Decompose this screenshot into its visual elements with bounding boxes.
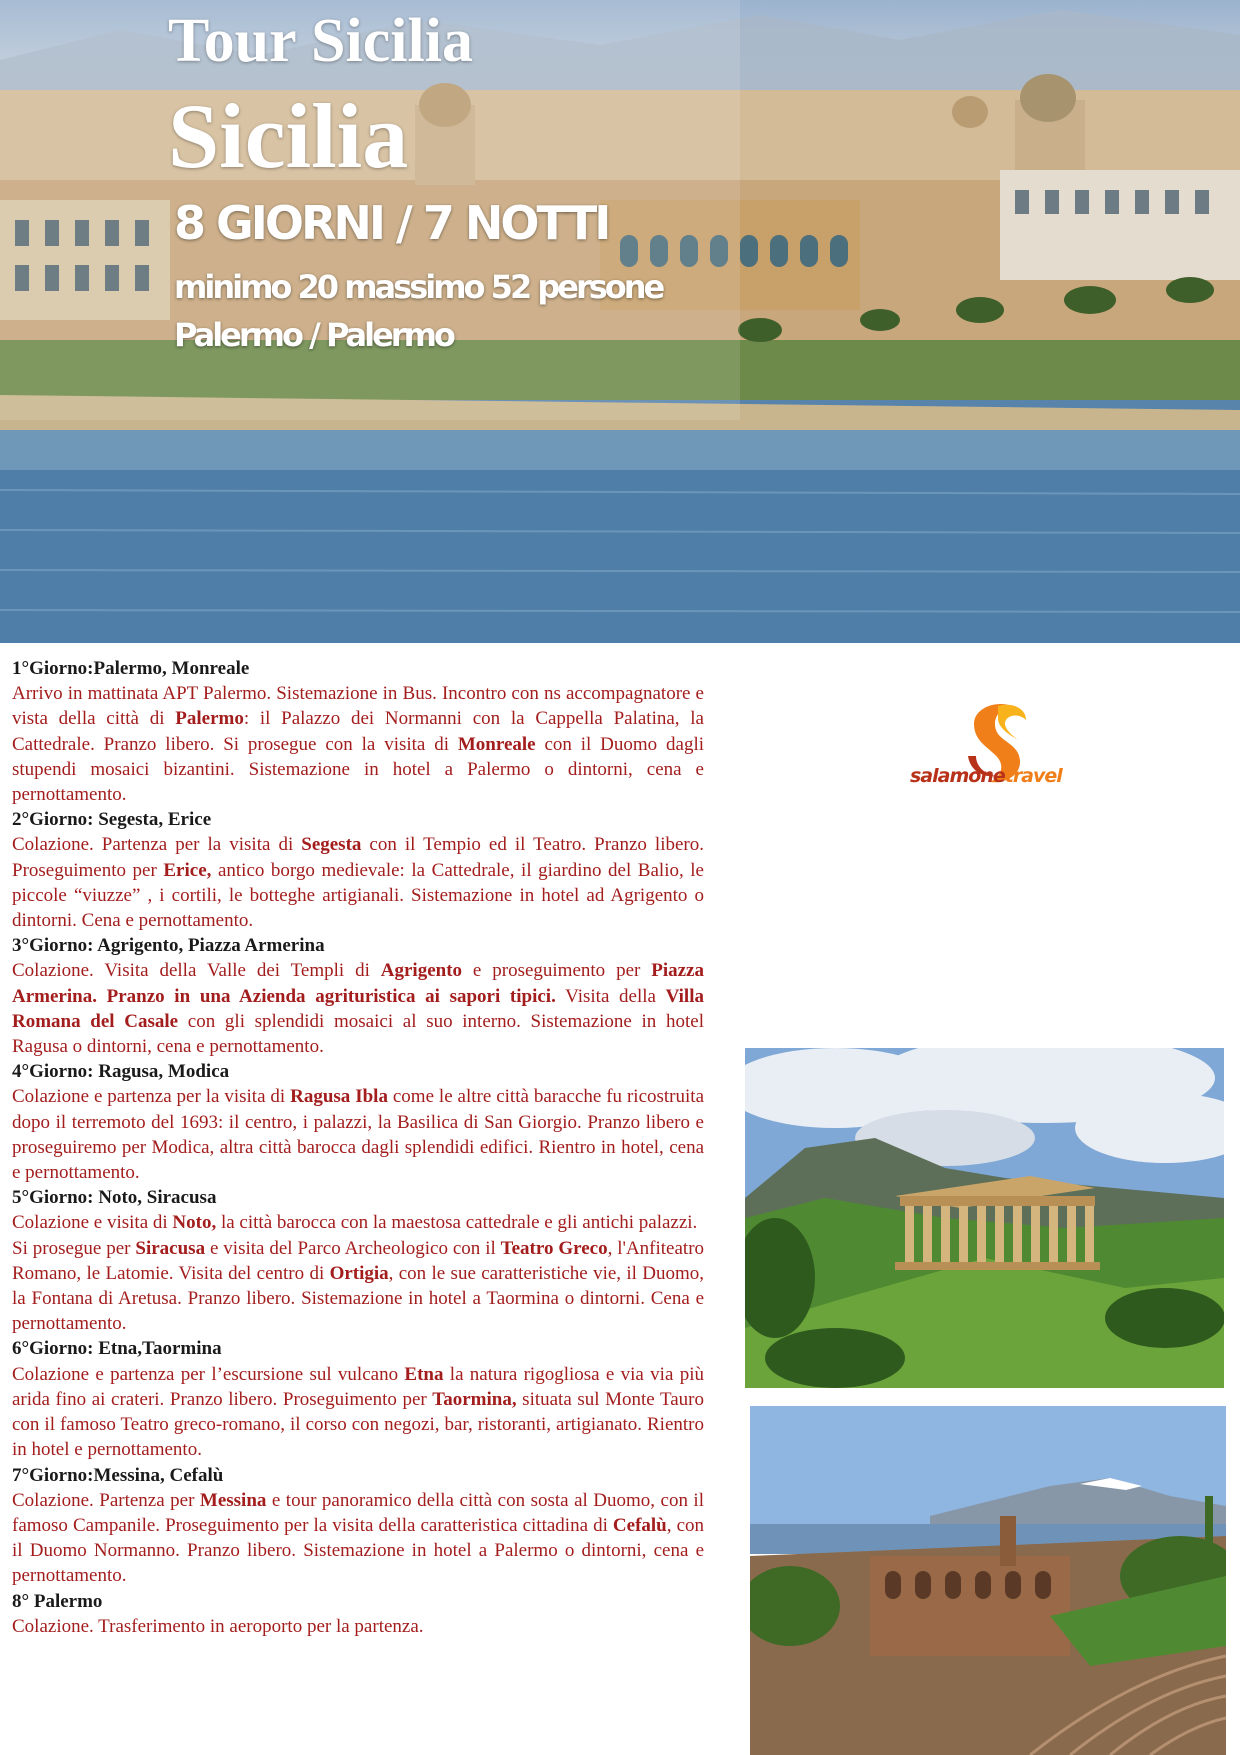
place-name: Etna (404, 1363, 444, 1385)
day-title: 4°Giorno: Ragusa, Modica (12, 1061, 230, 1083)
place-name: Noto, (172, 1212, 217, 1234)
place-name: Piazza Armerina. Pranzo in una Azienda agrituristica ai sapori tipici. (12, 960, 704, 1007)
text-fragment: Colazione e partenza per la visita di (12, 1086, 291, 1108)
text-fragment: , con il Duomo Normanno. Pranzo libero. Sistemazione in hotel a Palermo o dintorni, cena e pernottamento. (12, 1514, 704, 1587)
text-fragment: la città barocca con la maestosa cattedrale e gli antichi palazzi. (216, 1212, 698, 1234)
place-name: Erice, (163, 859, 212, 881)
day-description (12, 832, 704, 933)
text-fragment: Colazione. Visita della Valle dei Templi di (12, 960, 381, 982)
itinerary (12, 656, 704, 1639)
text-fragment: antico borgo medievale: la Cattedrale, il giardino del Balio, le piccole “viuzze” , i cortili, le botteghe artigianali. Sistemazione in hotel ad Agrigento o dintorni. Cena e pernottamento. (12, 859, 704, 932)
text-fragment: , l'Anfiteatro Romano, le Latomie. Visita del centro di (12, 1237, 705, 1284)
day-title: 6°Giorno: Etna,Taormina (12, 1338, 222, 1360)
place-name: Cefalù (612, 1514, 667, 1536)
day-title: 3°Giorno: Agrigento, Piazza Armerina (12, 935, 325, 957)
day-description (12, 1084, 704, 1185)
text-fragment: con il Tempio ed il Teatro. Pranzo libero. Proseguimento per (12, 834, 704, 881)
text-fragment: e tour panoramico della città con sosta al Duomo, con il famoso Campanile. Proseguimento per la visita della caratteristica cittadina di (12, 1489, 704, 1536)
text-fragment: la natura rigogliosa e via via più arida fino ai crateri. Pranzo libero. Proseguimento per (12, 1363, 704, 1410)
text-fragment: e proseguimento per (462, 960, 652, 982)
place-name: Taormina, (432, 1388, 517, 1410)
place-name: Siracusa (135, 1237, 206, 1259)
text-fragment: Visita della (555, 985, 666, 1007)
day-description (12, 1362, 704, 1463)
day-title: 7°Giorno:Messina, Cefalù (12, 1464, 224, 1486)
text-fragment: Colazione e visita di (12, 1212, 173, 1234)
day-description (12, 958, 704, 1059)
text-fragment: Colazione. Partenza per la visita di (12, 834, 302, 856)
text-fragment: Colazione. Partenza per (12, 1489, 200, 1511)
text-fragment: con gli splendidi mosaici al suo interno. Sistemazione in hotel Ragusa o dintorni, cena e pernottamento. (12, 1010, 704, 1058)
text-fragment: e visita del Parco Archeologico con il (205, 1237, 501, 1259)
region-title: Sicilia (168, 85, 409, 187)
place-name: Villa Romana del Casale (12, 985, 704, 1032)
place-name: Ragusa Ibla (290, 1086, 388, 1108)
text-fragment: Colazione e partenza per l’escursione sul vulcano (12, 1363, 405, 1385)
text-fragment: Colazione. Trasferimento in aeroporto per la partenza. (12, 1615, 424, 1637)
day-title: 5°Giorno: Noto, Siracusa (12, 1187, 217, 1209)
text-fragment: : il Palazzo dei Normanni con la Cappella Palatina, la Cattedrale. Pranzo libero. Si prosegue con la visita di (12, 708, 704, 755)
duration-label: 8 GIORNI / 7 NOTTI (174, 196, 609, 250)
text-fragment: , con le sue caratteristiche vie, il Duomo, la Fontana di Aretusa. Pranzo libero. Sistemazione in hotel a Taormina o dintorni. Cena e pernottamento. (12, 1262, 704, 1335)
route-label: Palermo / Palermo (174, 316, 453, 354)
text-fragment: Si prosegue per (12, 1237, 136, 1259)
place-name: Palermo (175, 708, 244, 730)
day-title: 8° Palermo (12, 1590, 103, 1612)
day-description (12, 1210, 704, 1336)
place-name: Teatro Greco (500, 1237, 608, 1259)
day-description (12, 1614, 704, 1639)
hero-banner (0, 0, 1240, 643)
text-fragment: situata sul Monte Tauro con il famoso Teatro greco-romano, il corso con negozi, bar, ristoranti, artigianato. Rientro in hotel e pernottamento. (12, 1388, 704, 1461)
place-name: Ortigia (329, 1262, 389, 1284)
day-title: 1°Giorno:Palermo, Monreale (12, 658, 250, 679)
text-fragment: con il Duomo dagli stupendi mosaici bizantini. Sistemazione in hotel a Palermo o dintorni, cena e pernottamento. (12, 733, 705, 806)
day-description (12, 681, 704, 807)
taormina-theatre-photo (750, 1406, 1226, 1755)
text-fragment: Arrivo in mattinata APT Palermo. Sistemazione in Bus. Incontro con ns accompagnatore e vista della città di (12, 683, 704, 730)
place-name: Segesta (301, 834, 362, 856)
place-name: Monreale (457, 733, 536, 755)
segesta-temple-photo (745, 1048, 1224, 1388)
place-name: Messina (199, 1489, 267, 1511)
day-description (12, 1488, 704, 1589)
text-fragment: come le altre città baracche fu ricostruita dopo il terremoto del 1693: il centro, i palazzi, la Basilica di San Giorgio. Pranzo libero e proseguiremo per Modica, altra città barocca dagli splendidi edifici. Rientro in hotel, cena e pernottamento. (12, 1086, 705, 1184)
logo-wordmark: salamonetravel (910, 765, 1062, 787)
place-name: Agrigento (380, 960, 463, 982)
tour-title: Tour Sicilia (168, 7, 473, 75)
day-title: 2°Giorno: Segesta, Erice (12, 809, 212, 831)
group-size-label: minimo 20 massimo 52 persone (174, 268, 663, 306)
